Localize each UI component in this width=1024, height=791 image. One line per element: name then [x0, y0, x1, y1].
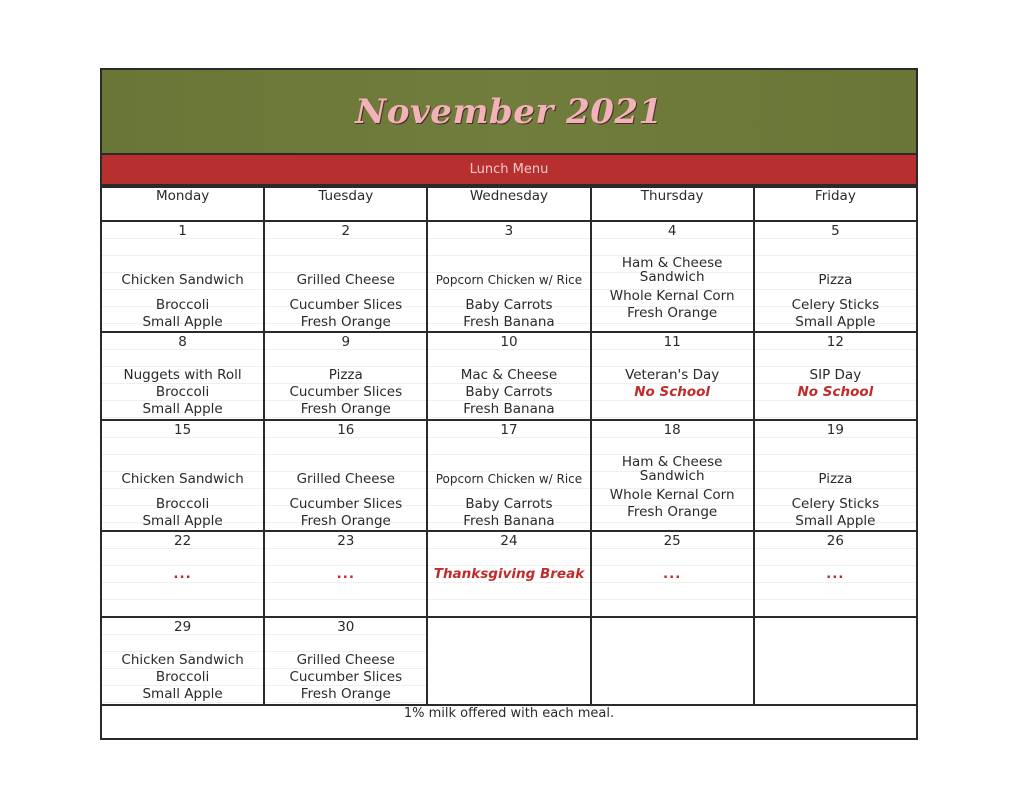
- day-cell: [754, 221, 917, 332]
- date-number: 22: [174, 533, 192, 549]
- menu-side: Celery Sticks: [791, 496, 880, 512]
- day-cell: [591, 420, 754, 531]
- day-cell: [591, 531, 754, 617]
- date-number: 11: [663, 334, 681, 350]
- empty-day-cell: [591, 617, 754, 705]
- break-dots: ...: [826, 566, 845, 582]
- menu-side: Broccoli: [155, 384, 210, 400]
- menu-side: Baby Carrots: [465, 496, 553, 512]
- menu-side: Whole Kernal Corn: [609, 288, 735, 304]
- day-cell: [264, 221, 427, 332]
- day-header-tuesday: Tuesday: [264, 187, 427, 221]
- menu-side: Baby Carrots: [465, 384, 553, 400]
- menu-side: Broccoli: [155, 669, 210, 685]
- menu-fruit: Small Apple: [142, 686, 223, 702]
- date-number: 10: [500, 334, 518, 350]
- day-cell: [264, 617, 427, 705]
- no-school-note: No School: [797, 384, 874, 400]
- title-banner: [100, 68, 918, 153]
- day-cell: [101, 420, 264, 531]
- menu-entree: Chicken Sandwich: [121, 272, 244, 288]
- menu-side: Cucumber Slices: [289, 496, 403, 512]
- day-cell: [591, 221, 754, 332]
- menu-fruit: Small Apple: [795, 314, 876, 330]
- menu-side: Baby Carrots: [465, 297, 553, 313]
- day-cell: [427, 420, 590, 531]
- menu-side: Broccoli: [155, 297, 210, 313]
- menu-fruit: Fresh Orange: [627, 504, 718, 520]
- day-header-thursday: Thursday: [591, 187, 754, 221]
- date-number: 25: [663, 533, 681, 549]
- menu-fruit: Fresh Orange: [300, 513, 391, 529]
- day-header-friday: Friday: [754, 187, 917, 221]
- day-cell: [101, 221, 264, 332]
- date-number: 3: [504, 223, 514, 239]
- menu-entree: Pizza: [328, 367, 363, 383]
- menu-fruit: Small Apple: [142, 314, 223, 330]
- date-number: 2: [341, 223, 351, 239]
- menu-entree: Mac & Cheese: [460, 367, 558, 383]
- date-number: 18: [663, 422, 681, 438]
- menu-fruit: Fresh Banana: [463, 513, 555, 529]
- date-number: 23: [337, 533, 355, 549]
- date-number: 9: [341, 334, 351, 350]
- date-number: 15: [174, 422, 192, 438]
- day-cell: [101, 531, 264, 617]
- date-number: 24: [500, 533, 518, 549]
- menu-side: Cucumber Slices: [289, 384, 403, 400]
- day-cell: [101, 617, 264, 705]
- day-cell: [754, 332, 917, 420]
- no-school-note: No School: [634, 384, 711, 400]
- week-row-1: [101, 221, 917, 332]
- empty-day-cell: [427, 617, 590, 705]
- week-row-5: [101, 617, 917, 705]
- menu-fruit: Small Apple: [142, 401, 223, 417]
- menu-side: Cucumber Slices: [289, 669, 403, 685]
- date-number: 4: [667, 223, 677, 239]
- day-header-row: [101, 187, 917, 221]
- date-number: 17: [500, 422, 518, 438]
- menu-entree: Ham & Cheese Sandwich: [621, 255, 723, 285]
- menu-entree: Grilled Cheese: [296, 471, 395, 487]
- day-cell: [427, 221, 590, 332]
- menu-entree: Grilled Cheese: [296, 272, 395, 288]
- date-number: 12: [826, 334, 844, 350]
- break-dots: ...: [173, 566, 192, 582]
- day-header-wednesday: Wednesday: [427, 187, 590, 221]
- date-number: 1: [178, 223, 187, 239]
- menu-fruit: Fresh Orange: [300, 686, 391, 702]
- day-cell: [264, 332, 427, 420]
- date-number: 29: [174, 619, 192, 635]
- week-row-2: [101, 332, 917, 420]
- menu-fruit: Fresh Orange: [627, 305, 718, 321]
- day-header-monday: Monday: [101, 187, 264, 221]
- holiday-label: Veteran's Day: [625, 367, 720, 383]
- empty-day-cell: [754, 617, 917, 705]
- menu-entree: Chicken Sandwich: [121, 652, 244, 668]
- milk-note: 1% milk offered with each meal.: [101, 705, 917, 739]
- day-cell: [754, 531, 917, 617]
- menu-entree: Popcorn Chicken w/ Rice: [435, 273, 583, 287]
- date-number: 5: [831, 223, 840, 239]
- menu-entree: Nuggets with Roll: [123, 367, 242, 383]
- day-cell: [264, 531, 427, 617]
- day-cell: [754, 420, 917, 531]
- menu-side: Celery Sticks: [791, 297, 880, 313]
- menu-entree: Chicken Sandwich: [121, 471, 244, 487]
- menu-fruit: Fresh Orange: [300, 401, 391, 417]
- menu-fruit: Small Apple: [795, 513, 876, 529]
- menu-side: Cucumber Slices: [289, 297, 403, 313]
- week-row-4: [101, 531, 917, 617]
- menu-entree: Grilled Cheese: [296, 652, 395, 668]
- date-number: 8: [178, 334, 187, 350]
- menu-entree: Ham & Cheese Sandwich: [621, 454, 723, 484]
- break-dots: ...: [336, 566, 355, 582]
- menu-entree: Pizza: [818, 471, 853, 487]
- menu-side: Broccoli: [155, 496, 210, 512]
- menu-fruit: Fresh Banana: [463, 401, 555, 417]
- break-dots: ...: [662, 566, 682, 582]
- menu-side: Whole Kernal Corn: [609, 487, 735, 503]
- calendar-grid: [100, 186, 918, 740]
- date-number: 30: [337, 619, 355, 635]
- week-row-3: [101, 420, 917, 531]
- menu-entree: Popcorn Chicken w/ Rice: [435, 472, 583, 486]
- menu-subtitle: Lunch Menu: [469, 162, 549, 177]
- day-cell: [264, 420, 427, 531]
- menu-fruit: Fresh Banana: [463, 314, 555, 330]
- subtitle-bar: [100, 153, 918, 186]
- menu-fruit: Small Apple: [142, 513, 223, 529]
- day-cell: [427, 332, 590, 420]
- footer-row: [101, 705, 917, 739]
- menu-entree: Pizza: [818, 272, 853, 288]
- month-title: November 2021: [355, 91, 663, 132]
- day-cell: [591, 332, 754, 420]
- holiday-label: SIP Day: [809, 367, 862, 383]
- thanksgiving-break-note: Thanksgiving Break: [433, 566, 585, 582]
- day-cell: [101, 332, 264, 420]
- date-number: 26: [826, 533, 844, 549]
- date-number: 16: [337, 422, 355, 438]
- menu-fruit: Fresh Orange: [300, 314, 391, 330]
- lunch-calendar: [100, 68, 918, 740]
- day-cell: [427, 531, 590, 617]
- date-number: 19: [826, 422, 844, 438]
